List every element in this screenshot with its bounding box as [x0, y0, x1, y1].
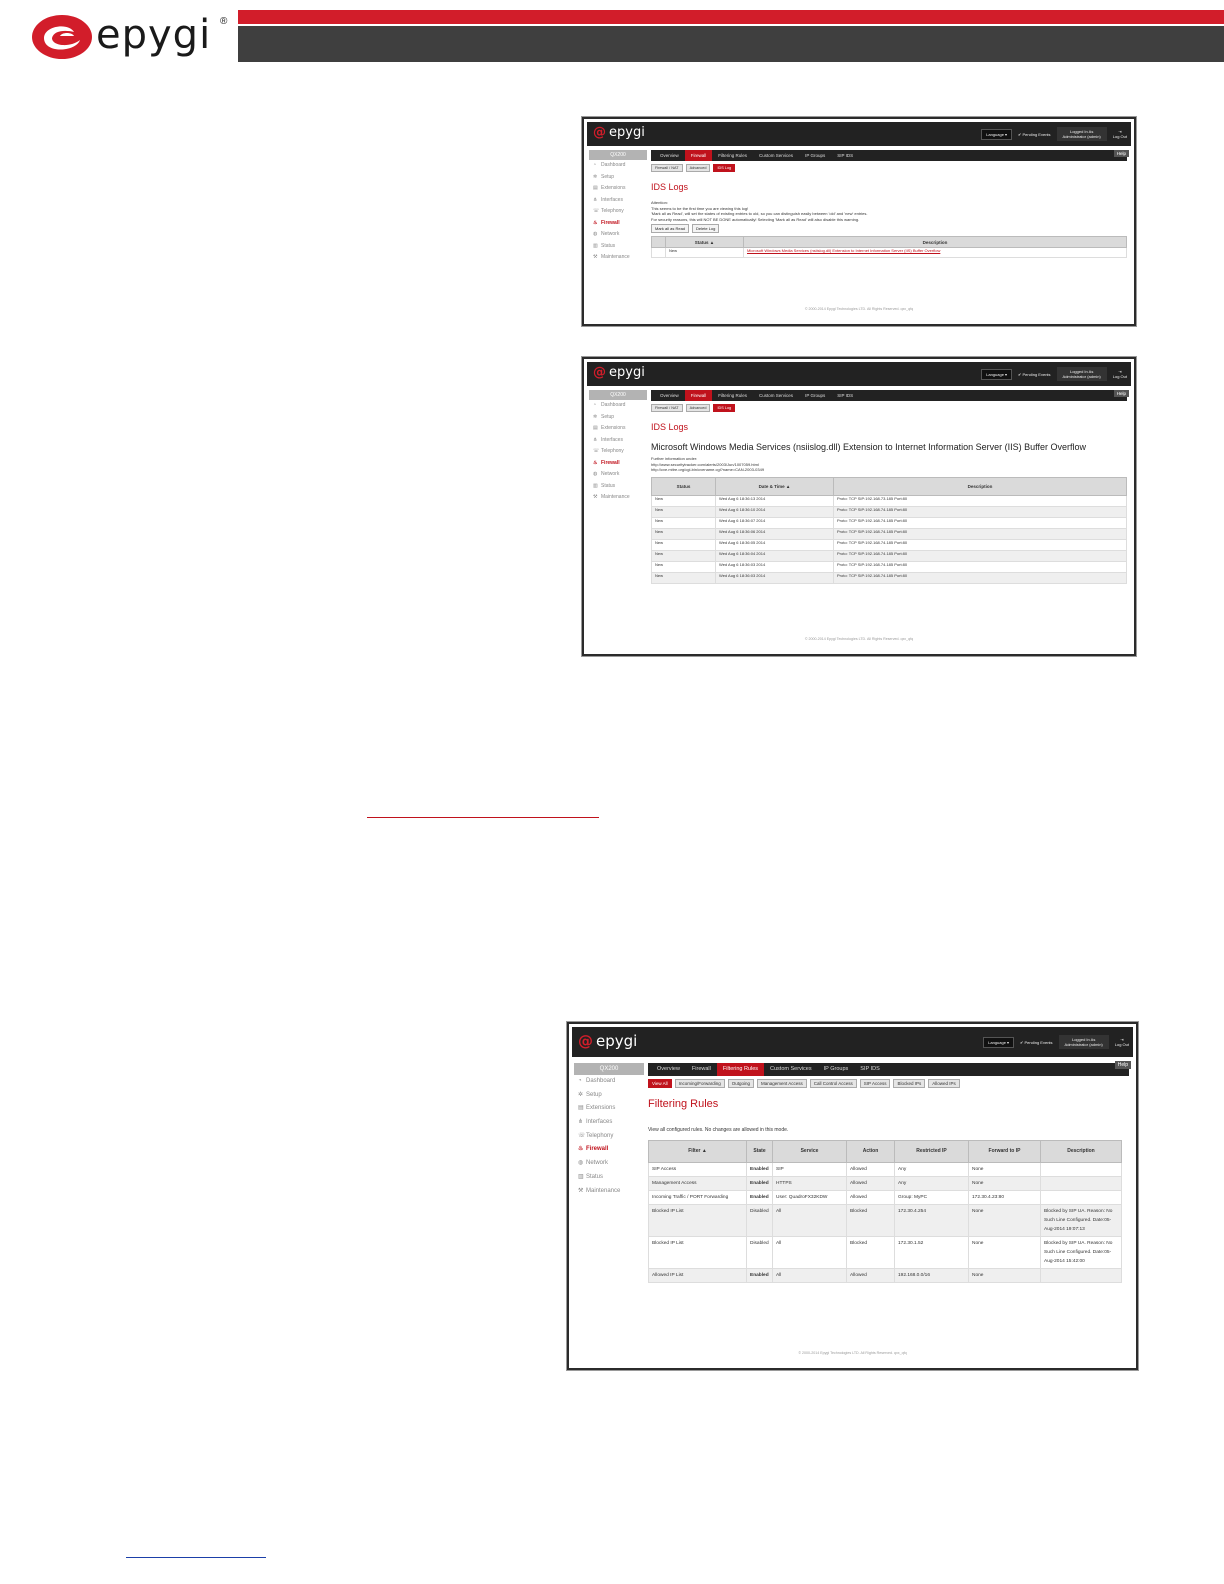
tab-filtering-rules[interactable]: Filtering Rules: [718, 393, 748, 398]
logged-in-info: Logged In As Administrator (admin): [1059, 1035, 1109, 1049]
description-cell: [1041, 1176, 1122, 1190]
sidebar-item-maintenance[interactable]: ⚒ Maintenance: [589, 252, 647, 264]
extensions-icon: ▤: [593, 425, 598, 431]
extensions-icon: ▤: [578, 1105, 584, 1112]
wrench-icon: ⚒: [578, 1187, 584, 1194]
description-cell: [1041, 1190, 1122, 1204]
copyright: © 2000-2014 Epygi Technologies LTD. All Rights Reserved. qxx_qfq: [798, 1351, 907, 1355]
subtab-ids-log[interactable]: IDS Log: [713, 404, 735, 412]
restricted-ip-cell: Group: MyPC: [895, 1190, 969, 1204]
tab-custom-services[interactable]: Custom Services: [759, 153, 794, 158]
table-row: [649, 1176, 1122, 1190]
top-tabs: [651, 390, 1127, 401]
filter-cell: Blocked IP List: [649, 1236, 747, 1268]
help-button[interactable]: Help: [1114, 390, 1129, 397]
service-cell: HTTPS: [773, 1176, 847, 1190]
delete-log-button[interactable]: Delete Log: [692, 224, 719, 233]
tab-sip-ids[interactable]: SIP IDS: [860, 1066, 880, 1072]
filter-cell: Blocked IP List: [649, 1204, 747, 1236]
sidebar-item-maintenance[interactable]: ⚒ Maintenance: [574, 1185, 644, 1199]
status-cell: New: [652, 528, 716, 539]
action-cell: Allowed: [847, 1268, 895, 1282]
logged-in-info: Logged In As Administrator (admin): [1057, 127, 1107, 141]
description-cell: Proto: TCP SIP:192.168.74.185 Port:80: [834, 506, 1127, 517]
screenshot-ids-logs-attention: [582, 117, 1136, 326]
description-cell: [1041, 1268, 1122, 1282]
sidebar-item-interfaces[interactable]: ⋔ Interfaces: [589, 435, 647, 447]
sidebar-item-maintenance[interactable]: ⚒ Maintenance: [589, 492, 647, 504]
forward-ip-cell: 172.30.4.23:80: [969, 1190, 1041, 1204]
sidebar-item-firewall[interactable]: ♨ Firewall: [574, 1143, 644, 1157]
subtab-advanced[interactable]: Advanced: [686, 404, 711, 412]
tab-firewall[interactable]: Firewall: [691, 1066, 711, 1072]
pending-events-button[interactable]: ✔ Pending Events: [1018, 131, 1051, 137]
description-column-header[interactable]: Description: [834, 477, 1127, 495]
action-cell: Allowed: [847, 1190, 895, 1204]
extensions-icon: ▤: [593, 185, 598, 191]
logo-wordmark: epygi: [96, 12, 212, 58]
footer-link-underline[interactable]: [126, 1557, 266, 1558]
subtab-firewall-nat[interactable]: Firewall / NAT: [651, 404, 683, 412]
table-row: [652, 550, 1127, 561]
action-cell: Blocked: [847, 1236, 895, 1268]
state-cell: Enabled: [747, 1176, 773, 1190]
sidebar-item-firewall[interactable]: ♨ Firewall: [589, 458, 647, 470]
state-cell: Disabled: [747, 1236, 773, 1268]
fire-icon: ♨: [593, 219, 598, 226]
tab-overview[interactable]: Overview: [660, 393, 679, 398]
log-buttons: [651, 224, 1127, 233]
date-cell: Wed Aug 6 18:36:07 2014: [716, 517, 834, 528]
status-cell: New: [652, 506, 716, 517]
description-column-header[interactable]: Description: [744, 237, 1127, 248]
forward-ip-cell: None: [969, 1268, 1041, 1282]
restricted-ip-cell: 172.30.4.254: [895, 1204, 969, 1236]
sidebar-item-dashboard[interactable]: ◔ Dashboard: [589, 400, 647, 412]
table-row: [649, 1268, 1122, 1282]
ids-event-table: [651, 477, 1127, 584]
sidebar-item-telephony[interactable]: ☏ Telephony: [589, 446, 647, 458]
action-column-header[interactable]: Action: [847, 1140, 895, 1162]
status-cell: New: [652, 517, 716, 528]
gear-icon: ✲: [578, 1091, 584, 1098]
forward-ip-cell: None: [969, 1176, 1041, 1190]
page-header: [0, 0, 1224, 70]
globe-icon: ◍: [593, 231, 598, 237]
restricted-ip-cell: Any: [895, 1176, 969, 1190]
page-title: IDS Logs: [651, 182, 689, 192]
action-cell: Allowed: [847, 1162, 895, 1176]
subtab-sip-access[interactable]: SIP Access: [860, 1079, 891, 1088]
description-cell: Proto: TCP SIP:192.168.73.185 Port:80: [834, 495, 1127, 506]
gear-icon: ✲: [593, 413, 598, 420]
description-link[interactable]: Microsoft Windows Media Services (nsiislog.dll) Extension to Internet Information Server (IIS) Buffer Overflow: [744, 248, 1127, 258]
table-row: [649, 1190, 1122, 1204]
description-cell: Proto: TCP SIP:192.168.74.185 Port:80: [834, 550, 1127, 561]
reference-url[interactable]: http://www.securitytracker.com/alerts/2003/Jun/1007059.html: [651, 461, 759, 467]
header-gray-band: [238, 26, 1224, 62]
state-cell: Enabled: [747, 1190, 773, 1204]
status-cell: New: [652, 561, 716, 572]
sidebar-item-status[interactable]: ▥ Status: [574, 1171, 644, 1185]
interfaces-icon: ⋔: [593, 196, 598, 203]
interfaces-icon: ⋔: [593, 436, 598, 443]
logout-button[interactable]: ⇥ Log Out: [1114, 1037, 1129, 1047]
sidebar-item-extensions[interactable]: ▤ Extensions: [574, 1102, 644, 1116]
subtab-outgoing[interactable]: Outgoing: [728, 1079, 754, 1088]
attention-line: 'Mark all as Read', will set the states of existing entries to old, so you can distinguish easily between 'old' and 'new' entries.: [651, 211, 868, 216]
further-info-label: Further information under:: [651, 456, 698, 461]
description-cell: Proto: TCP SIP:192.168.74.185 Port:80: [834, 539, 1127, 550]
app-logo: @ epygi: [578, 1032, 638, 1050]
description-cell: Blocked by SIP UA. Reason: No Such Line Configured. Date:05-Aug-2014 15:42:00: [1041, 1236, 1122, 1268]
screenshot-ids-logs-detail: [582, 357, 1136, 656]
reference-url[interactable]: http://cve.mitre.org/cgi-bin/cvename.cgi?name=CAN-2003-0349: [651, 467, 765, 472]
action-cell: Allowed: [847, 1176, 895, 1190]
view-mode-note: View all configured rules. No changes are allowed in this mode.: [648, 1127, 789, 1133]
main-content: [651, 150, 1127, 258]
table-row: [652, 561, 1127, 572]
status-cell: New: [666, 248, 744, 258]
tab-overview[interactable]: Overview: [657, 1066, 680, 1072]
sub-tabs: [651, 164, 1127, 172]
epygi-swirl-icon: [30, 12, 94, 62]
subtab-management-access[interactable]: Management Access: [757, 1079, 807, 1088]
phone-icon: ☏: [593, 448, 600, 454]
language-dropdown[interactable]: Language ▾: [983, 1037, 1014, 1048]
sidebar: [589, 150, 647, 264]
status-icon: ▥: [578, 1173, 584, 1180]
sidebar-item-network[interactable]: ◍ Network: [574, 1157, 644, 1171]
tab-ip-groups[interactable]: IP Groups: [805, 393, 826, 398]
copyright: © 2000-2014 Epygi Technologies LTD. All Rights Reserved. qxx_qfq: [804, 637, 914, 641]
status-cell: New: [652, 550, 716, 561]
tab-custom-services[interactable]: Custom Services: [770, 1066, 812, 1072]
logged-in-info: Logged In As Administrator (admin): [1057, 367, 1107, 381]
subtab-view-all[interactable]: View All: [648, 1079, 672, 1088]
ids-log-table: [651, 236, 1127, 258]
tab-sip-ids[interactable]: SIP IDS: [837, 393, 854, 398]
sidebar-item-telephony[interactable]: ☏ Telephony: [589, 206, 647, 218]
filter-cell: Management Access: [649, 1176, 747, 1190]
action-cell: Blocked: [847, 1204, 895, 1236]
service-cell: All: [773, 1236, 847, 1268]
page-title: Filtering Rules: [648, 1098, 719, 1110]
sidebar-item-status[interactable]: ▥ Status: [589, 241, 647, 253]
tab-firewall[interactable]: Firewall: [685, 150, 713, 161]
top-tabs: [648, 1063, 1129, 1076]
restricted-ip-cell: 172.30.1.52: [895, 1236, 969, 1268]
app-topbar: [587, 362, 1131, 386]
dashboard-icon: ◔: [593, 402, 597, 408]
description-cell: Proto: TCP SIP:192.168.74.185 Port:80: [834, 561, 1127, 572]
globe-icon: ◍: [593, 471, 598, 477]
subtab-firewall-nat[interactable]: Firewall / NAT: [651, 164, 683, 172]
sidebar-item-setup[interactable]: ✲ Setup: [589, 412, 647, 424]
filtering-rules-table: [648, 1140, 1122, 1283]
table-row: [652, 495, 1127, 506]
description-cell: Proto: TCP SIP:192.168.74.185 Port:80: [834, 517, 1127, 528]
state-cell: Disabled: [747, 1204, 773, 1236]
help-button[interactable]: Help: [1115, 1061, 1131, 1069]
service-cell: All: [773, 1204, 847, 1236]
tab-filtering-rules[interactable]: Filtering Rules: [718, 153, 748, 158]
app-topbar: [587, 122, 1131, 146]
wrench-icon: ⚒: [593, 254, 598, 260]
dashboard-icon: ◔: [578, 1078, 582, 1084]
language-dropdown[interactable]: Language ▾: [981, 129, 1012, 140]
forward-ip-cell: None: [969, 1236, 1041, 1268]
state-cell: Enabled: [747, 1162, 773, 1176]
app-logo: @ epygi: [593, 365, 645, 380]
tab-ip-groups[interactable]: IP Groups: [823, 1066, 849, 1072]
select-column-header: [652, 237, 666, 248]
description-cell: Proto: TCP SIP:192.168.74.185 Port:80: [834, 572, 1127, 583]
fire-icon: ♨: [578, 1146, 584, 1153]
mark-all-read-button[interactable]: Mark all as Read: [651, 224, 689, 233]
tab-filtering-rules[interactable]: Filtering Rules: [717, 1063, 764, 1076]
sidebar-item-telephony[interactable]: ☏Telephony: [574, 1130, 644, 1144]
sidebar-item-extensions[interactable]: ▤ Extensions: [589, 423, 647, 435]
filter-column-header[interactable]: Filter ▲: [649, 1140, 747, 1162]
date-cell: Wed Aug 6 18:36:06 2014: [716, 528, 834, 539]
service-column-header[interactable]: Service: [773, 1140, 847, 1162]
sidebar-title: QX200: [589, 150, 647, 160]
sidebar-item-dashboard[interactable]: ◔ Dashboard: [574, 1075, 644, 1089]
globe-icon: ◍: [578, 1160, 584, 1167]
sidebar-item-status[interactable]: ▥ Status: [589, 481, 647, 493]
forward-ip-cell: None: [969, 1162, 1041, 1176]
phone-icon: ☏: [578, 1132, 586, 1139]
subtab-allowed-ips[interactable]: Allowed IPs: [928, 1079, 960, 1088]
sub-tabs: [651, 404, 1127, 412]
pending-events-button[interactable]: ✔ Pending Events: [1020, 1039, 1053, 1045]
registered-mark: ®: [220, 16, 228, 27]
logout-button[interactable]: ⇥ Log Out: [1112, 369, 1127, 379]
sidebar-item-network[interactable]: ◍ Network: [589, 229, 647, 241]
screenshot-filtering-rules: [567, 1022, 1138, 1370]
date-cell: Wed Aug 6 18:36:10 2014: [716, 506, 834, 517]
tab-sip-ids[interactable]: SIP IDS: [837, 153, 854, 158]
table-row: [652, 248, 1127, 258]
subtab-blocked-ips[interactable]: Blocked IPs: [893, 1079, 925, 1088]
date-cell: Wed Aug 6 18:36:05 2014: [716, 539, 834, 550]
restricted-ip-column-header[interactable]: Restricted IP: [895, 1140, 969, 1162]
table-row: [652, 506, 1127, 517]
restricted-ip-cell: Any: [895, 1162, 969, 1176]
sidebar-item-setup[interactable]: ✲ Setup: [574, 1089, 644, 1103]
filter-cell: Incoming Traffic / PORT Forwarding: [649, 1190, 747, 1204]
sidebar: [574, 1063, 644, 1198]
date-time-column-header[interactable]: Date & Time ▲: [716, 477, 834, 495]
subtab-call-control-access[interactable]: Call Control Access: [810, 1079, 857, 1088]
subtab-ids-log[interactable]: IDS Log: [713, 164, 735, 172]
select-cell[interactable]: [652, 248, 666, 258]
app-topbar: [572, 1027, 1133, 1057]
service-cell: SIP: [773, 1162, 847, 1176]
status-icon: ▥: [593, 242, 598, 249]
sidebar-item-interfaces[interactable]: ⋔ Interfaces: [574, 1116, 644, 1130]
date-cell: Wed Aug 6 18:36:04 2014: [716, 550, 834, 561]
status-column-header[interactable]: Status ▲: [666, 237, 744, 248]
app-logo: @ epygi: [593, 125, 645, 140]
attention-label: Attention:: [651, 200, 668, 205]
sidebar-item-network[interactable]: ◍ Network: [589, 469, 647, 481]
filter-cell: SIP Access: [649, 1162, 747, 1176]
filter-cell: Allowed IP List: [649, 1268, 747, 1282]
table-row: [649, 1204, 1122, 1236]
status-cell: New: [652, 572, 716, 583]
service-cell: User: QuadroFX32KDW: [773, 1190, 847, 1204]
status-cell: New: [652, 495, 716, 506]
table-row: [652, 539, 1127, 550]
pending-events-button[interactable]: ✔ Pending Events: [1018, 371, 1051, 377]
service-cell: All: [773, 1268, 847, 1282]
wrench-icon: ⚒: [593, 494, 598, 500]
tab-firewall[interactable]: Firewall: [685, 390, 713, 401]
sub-tabs: [648, 1079, 1129, 1088]
attention-line: For security reasons, this will NOT BE DONE automatically! Selecting 'Mark all as Read' will also disable this warning.: [651, 216, 860, 222]
phone-icon: ☏: [593, 208, 600, 214]
dashboard-icon: ◔: [593, 162, 597, 168]
table-row: [649, 1162, 1122, 1176]
state-cell: Enabled: [747, 1268, 773, 1282]
sidebar-item-setup[interactable]: ✲ Setup: [589, 172, 647, 184]
sidebar-item-firewall[interactable]: ♨ Firewall: [589, 218, 647, 230]
header-red-band: [238, 10, 1224, 24]
tab-ip-groups[interactable]: IP Groups: [805, 153, 826, 158]
sidebar-item-extensions[interactable]: ▤ Extensions: [589, 183, 647, 195]
description-cell: Blocked by SIP UA. Reason: No Such Line Configured. Date:05-Aug-2014 19:07:13: [1041, 1204, 1122, 1236]
ids-event-heading: Microsoft Windows Media Services (nsiislog.dll) Extension to Internet Information Server (IIS) Buffer Overflow: [651, 442, 1086, 452]
subtab-incoming-forwarding[interactable]: Incoming/Forwarding: [675, 1079, 725, 1088]
date-cell: Wed Aug 6 18:36:03 2014: [716, 561, 834, 572]
subtab-advanced[interactable]: Advanced: [686, 164, 711, 172]
status-column-header[interactable]: Status: [652, 477, 716, 495]
forward-to-ip-column-header[interactable]: Forward to IP: [969, 1140, 1041, 1162]
tab-custom-services[interactable]: Custom Services: [759, 393, 794, 398]
table-row: [652, 528, 1127, 539]
help-button[interactable]: Help: [1114, 150, 1129, 157]
date-cell: Wed Aug 6 18:36:13 2014: [716, 495, 834, 506]
date-cell: Wed Aug 6 18:36:03 2014: [716, 572, 834, 583]
state-column-header[interactable]: State: [747, 1140, 773, 1162]
description-cell: [1041, 1162, 1122, 1176]
epygi-logo: [30, 12, 240, 62]
description-column-header[interactable]: Description: [1041, 1140, 1122, 1162]
forward-ip-cell: None: [969, 1204, 1041, 1236]
language-dropdown[interactable]: Language ▾: [981, 369, 1012, 380]
link-underline[interactable]: [367, 817, 599, 818]
sidebar: [589, 390, 647, 504]
restricted-ip-cell: 192.168.0.0/16: [895, 1268, 969, 1282]
sidebar-title: QX200: [574, 1063, 644, 1075]
page-title: IDS Logs: [651, 422, 689, 432]
table-row: [652, 572, 1127, 583]
sidebar-item-interfaces[interactable]: ⋔ Interfaces: [589, 195, 647, 207]
table-row: [649, 1236, 1122, 1268]
status-cell: New: [652, 539, 716, 550]
tab-overview[interactable]: Overview: [660, 153, 679, 158]
main-content: [651, 390, 1127, 584]
status-icon: ▥: [593, 482, 598, 489]
fire-icon: ♨: [593, 459, 598, 466]
gear-icon: ✲: [593, 173, 598, 180]
description-cell: Proto: TCP SIP:192.168.74.185 Port:80: [834, 528, 1127, 539]
sidebar-item-dashboard[interactable]: ◔ Dashboard: [589, 160, 647, 172]
interfaces-icon: ⋔: [578, 1119, 584, 1126]
copyright: © 2000-2014 Epygi Technologies LTD. All Rights Reserved. qxx_qfq: [804, 307, 914, 311]
main-content: [648, 1063, 1129, 1283]
top-tabs: [651, 150, 1127, 161]
table-row: [652, 517, 1127, 528]
logout-button[interactable]: ⇥ Log Out: [1112, 129, 1127, 139]
sidebar-title: QX200: [589, 390, 647, 400]
attention-line: This seems to be the first time you are viewing this log!: [651, 205, 749, 211]
